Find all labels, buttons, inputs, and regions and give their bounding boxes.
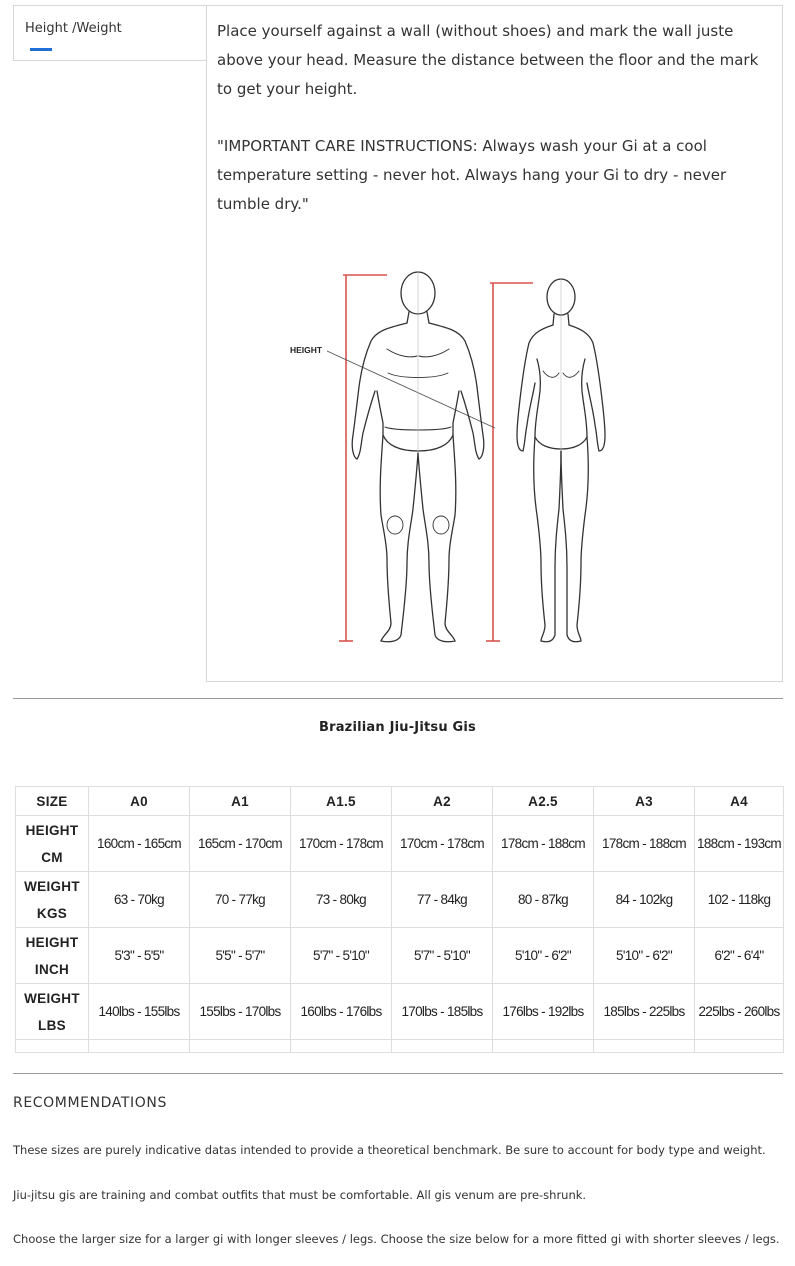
table-cell: 70 - 77kg bbox=[190, 872, 291, 928]
row-label: WEIGHT KGS bbox=[16, 872, 89, 928]
table-cell: 102 - 118kg bbox=[695, 872, 784, 928]
table-cell: 5'7" - 5'10" bbox=[392, 928, 493, 984]
table-cell: 155lbs - 170lbs bbox=[190, 984, 291, 1040]
table-cell: 80 - 87kg bbox=[493, 872, 594, 928]
table-cell: 84 - 102kg bbox=[594, 872, 695, 928]
header-size-a2-5: A2.5 bbox=[493, 787, 594, 816]
table-row bbox=[16, 816, 784, 872]
table-row bbox=[16, 872, 784, 928]
measure-instructions: Place yourself against a wall (without shoes) and mark the wall juste above your head. Measure the distance between the floor and the mark to get your height. bbox=[217, 22, 759, 98]
header-size: SIZE bbox=[16, 787, 89, 816]
tab-active-indicator bbox=[30, 48, 52, 51]
table-cell: 170cm - 178cm bbox=[291, 816, 392, 872]
table-cell: 160cm - 165cm bbox=[89, 816, 190, 872]
table-spacer-row bbox=[16, 1040, 784, 1053]
header-size-a1-5: A1.5 bbox=[291, 787, 392, 816]
table-cell: 5'10" - 6'2" bbox=[594, 928, 695, 984]
row-label: WEIGHT LBS bbox=[16, 984, 89, 1040]
table-cell: 140lbs - 155lbs bbox=[89, 984, 190, 1040]
table-cell: 176lbs - 192lbs bbox=[493, 984, 594, 1040]
recommendation-text: Choose the larger size for a larger gi with longer sleeves / legs. Choose the size below for a more fitted gi with shorter sleeves / legs. bbox=[13, 1232, 780, 1246]
row-label: HEIGHT CM bbox=[16, 816, 89, 872]
table-cell: 178cm - 188cm bbox=[493, 816, 594, 872]
table-title: Brazilian Jiu-Jitsu Gis bbox=[318, 720, 476, 735]
height-label: HEIGHT bbox=[290, 345, 323, 355]
table-cell: 185lbs - 225lbs bbox=[594, 984, 695, 1040]
table-header-row bbox=[16, 787, 784, 816]
table-cell: 77 - 84kg bbox=[392, 872, 493, 928]
care-instructions: "IMPORTANT CARE INSTRUCTIONS: Always wash your Gi at a cool temperature setting - never hot. Always hang your Gi to dry - never tumble dry." bbox=[217, 137, 727, 213]
header-size-a4: A4 bbox=[695, 787, 784, 816]
table-cell: 5'3" - 5'5" bbox=[89, 928, 190, 984]
section-divider bbox=[13, 1073, 783, 1074]
table-cell: 160lbs - 176lbs bbox=[291, 984, 392, 1040]
header-size-a0: A0 bbox=[89, 787, 190, 816]
table-cell: 170lbs - 185lbs bbox=[392, 984, 493, 1040]
table-cell: 165cm - 170cm bbox=[190, 816, 291, 872]
table-cell: 63 - 70kg bbox=[89, 872, 190, 928]
table-cell: 188cm - 193cm bbox=[695, 816, 784, 872]
recommendation-text: Jiu-jitsu gis are training and combat outfits that must be comfortable. All gis venum are pre-shrunk. bbox=[13, 1188, 587, 1202]
height-measurement-figure bbox=[283, 263, 623, 653]
tab-height-weight[interactable] bbox=[13, 5, 207, 61]
height-measure-lines bbox=[339, 275, 533, 641]
table-cell: 5'10" - 6'2" bbox=[493, 928, 594, 984]
header-size-a2: A2 bbox=[392, 787, 493, 816]
table-cell: 6'2" - 6'4" bbox=[695, 928, 784, 984]
size-chart-table bbox=[15, 786, 784, 1053]
section-divider bbox=[13, 698, 783, 699]
table-cell: 170cm - 178cm bbox=[392, 816, 493, 872]
recommendation-text: These sizes are purely indicative datas intended to provide a theoretical benchmark. Be sure to account for body type and weight. bbox=[13, 1143, 766, 1157]
tab-label: Height /Weight bbox=[25, 21, 122, 36]
table-row bbox=[16, 984, 784, 1040]
table-row bbox=[16, 928, 784, 984]
table-cell: 5'5" - 5'7" bbox=[190, 928, 291, 984]
tab-panel bbox=[206, 5, 783, 682]
row-label: HEIGHT INCH bbox=[16, 928, 89, 984]
female-figure bbox=[517, 279, 605, 642]
header-size-a3: A3 bbox=[594, 787, 695, 816]
table-cell: 178cm - 188cm bbox=[594, 816, 695, 872]
recommendations-title: RECOMMENDATIONS bbox=[13, 1095, 167, 1111]
table-cell: 73 - 80kg bbox=[291, 872, 392, 928]
male-figure bbox=[352, 271, 484, 642]
table-cell: 225lbs - 260lbs bbox=[695, 984, 784, 1040]
table-cell: 5'7" - 5'10" bbox=[291, 928, 392, 984]
header-size-a1: A1 bbox=[190, 787, 291, 816]
